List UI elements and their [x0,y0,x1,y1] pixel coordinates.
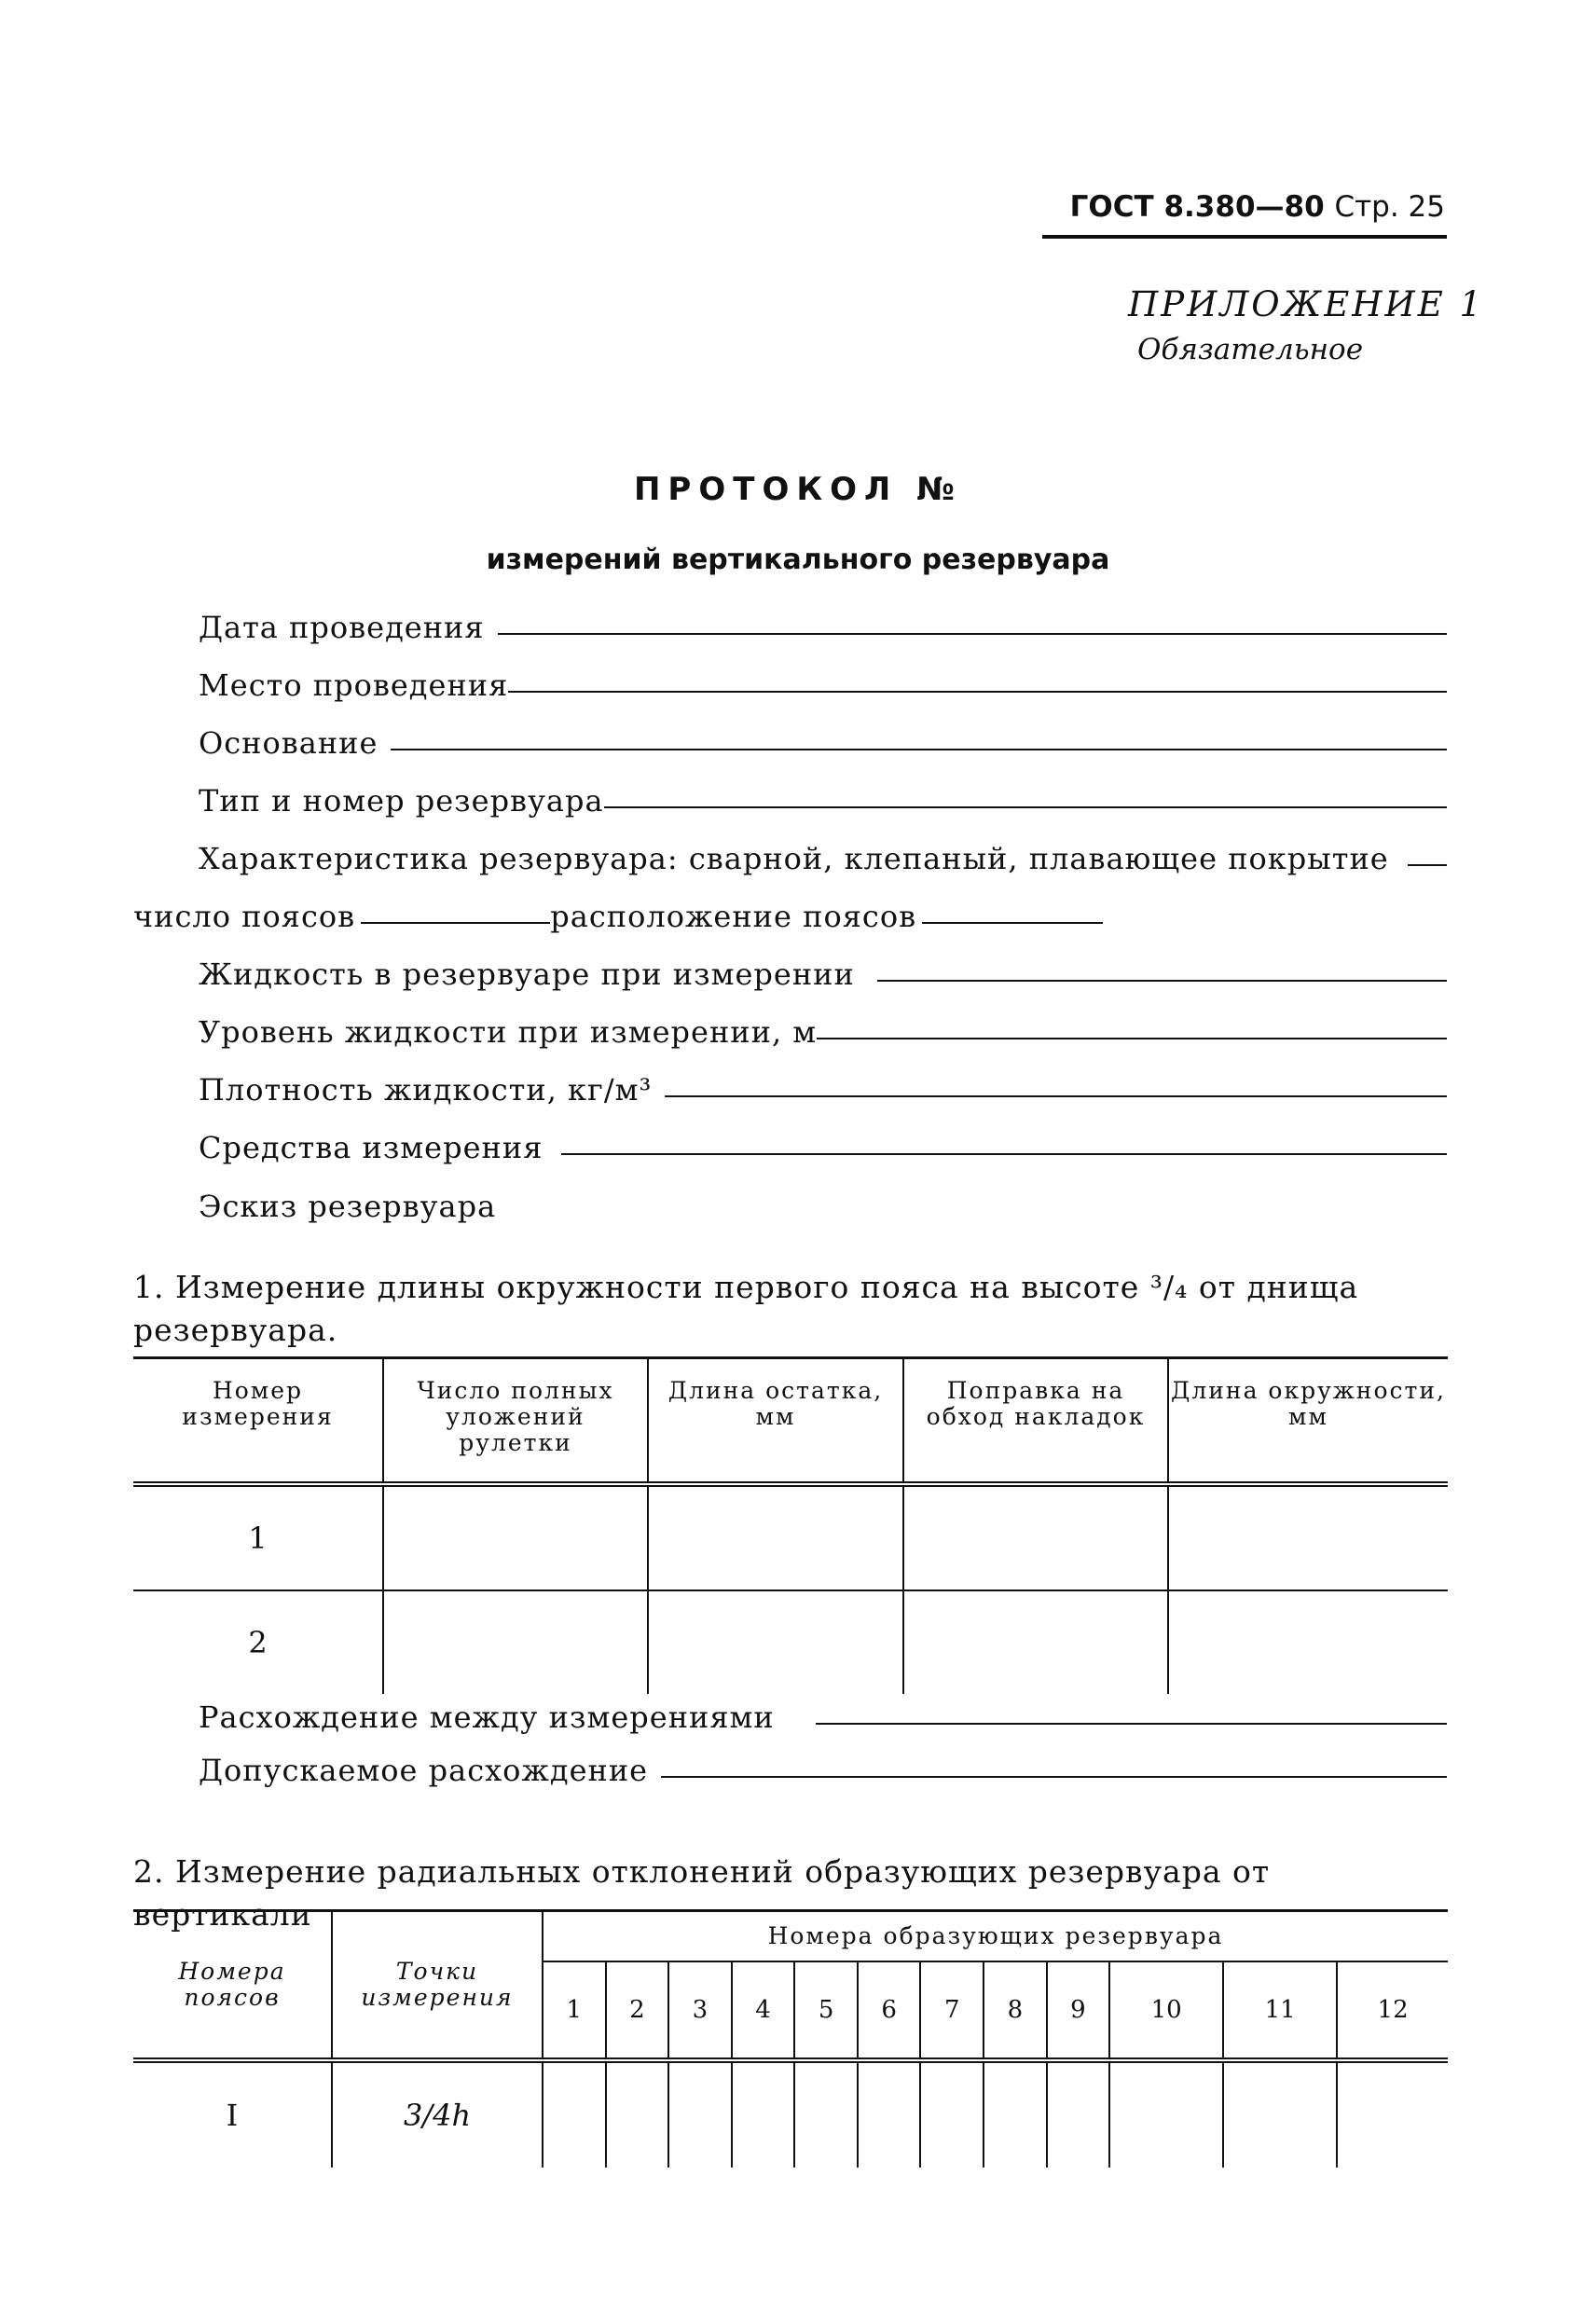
appendix-note: Обязательное [1137,333,1364,366]
field-belts-arrangement-label: расположение поясов [550,899,917,934]
field-liquid-label: Жидкость в резервуаре при измерении [199,956,855,992]
field-discrepancy-label: Расхождение между измерениями [199,1700,775,1735]
field-date-label: Дата проведения [199,610,485,645]
cell-input[interactable] [794,2060,858,2168]
field-allowed-label: Допускаемое расхождение [199,1753,649,1788]
row-belt: I [226,2098,239,2133]
col-generatrix-9: 9 [1047,1961,1110,2060]
cell-input[interactable] [920,2060,984,2168]
col-generatrix-3: 3 [668,1961,732,2060]
field-basis-label: Основание [199,725,378,761]
field-characteristics[interactable] [199,833,1447,876]
cell-input[interactable] [903,1590,1168,1694]
section2-heading: 2. Измерение радиальных отклонений образующих резервуара от вертикали [133,1853,1271,1933]
col-generatrix-10: 10 [1109,1961,1223,2060]
col-generatrix-1: 1 [543,1961,606,2060]
circumference-table [133,1356,1448,1694]
cell-input[interactable] [648,1590,903,1694]
row-point: 3/4h [332,2060,543,2168]
field-place[interactable] [199,660,1447,703]
cell-input[interactable] [1168,1590,1448,1694]
col-generatrix-2: 2 [606,1961,669,2060]
cell-input[interactable] [984,2060,1047,2168]
col-generatrix-8: 8 [984,1961,1047,2060]
col-points: Точки измерения [332,1911,543,2061]
table-row [133,1484,1448,1590]
col-generatrix-7: 7 [920,1961,984,2060]
appendix-label: ПРИЛОЖЕНИЕ 1 [1128,284,1485,324]
field-place-label: Место проведения [199,667,509,703]
col-circumference: Длина окружности, мм [1168,1358,1448,1485]
col-generatrix-6: 6 [858,1961,921,2060]
row-number: 1 [248,1521,268,1556]
col-generatrix-4: 4 [732,1961,795,2060]
col-generatrix-5: 5 [794,1961,858,2060]
cell-input[interactable] [903,1484,1168,1590]
field-belts[interactable] [133,891,1103,934]
header-rule [1042,235,1447,239]
row-number: 2 [248,1625,268,1660]
col-generatrix-group: Номера образующих резервуара [543,1911,1448,1962]
protocol-title: ПРОТОКОЛ № [633,471,963,508]
col-overlay-correction: Поправка на обход накладок [903,1358,1168,1485]
col-remainder-length: Длина остатка, мм [648,1358,903,1485]
cell-input[interactable] [1047,2060,1110,2168]
field-discrepancy[interactable] [199,1692,1447,1735]
field-date[interactable] [199,602,1447,645]
field-density-label: Плотность жидкости, кг/м³ [199,1072,653,1108]
field-basis[interactable] [199,718,1447,761]
cell-input[interactable] [1223,2060,1337,2168]
table-header-row [133,1911,1448,1962]
field-characteristics-label: Характеристика резервуара: сварной, клепаный, плавающее покрытие [199,841,1389,876]
field-level-label: Уровень жидкости при измерении, м [199,1014,818,1050]
field-liquid[interactable] [199,949,1447,992]
cell-input[interactable] [543,2060,606,2168]
cell-input[interactable] [606,2060,669,2168]
cell-input[interactable] [383,1484,648,1590]
col-belts: Номера поясов [178,1958,286,2011]
deviation-table [133,1909,1448,2168]
field-type[interactable] [199,776,1447,819]
cell-input[interactable] [1337,2060,1448,2168]
field-allowed[interactable] [199,1745,1447,1788]
sketch-label: Эскиз резервуара [199,1189,497,1224]
field-belts-count-label: число поясов [133,899,356,934]
field-instruments-label: Средства измерения [199,1130,543,1165]
table-row [133,1590,1448,1694]
field-instruments[interactable] [199,1122,1447,1165]
table-header-row [133,1358,1448,1485]
document-header [1053,190,1445,233]
field-density[interactable] [199,1065,1447,1108]
cell-input[interactable] [732,2060,795,2168]
page-number: Стр. 25 [1334,190,1445,224]
col-full-layings: Число полных уложений рулетки [383,1358,648,1485]
standard-number: ГОСТ 8.380—80 [1069,190,1325,224]
cell-input[interactable] [858,2060,921,2168]
field-type-label: Тип и номер резервуара [199,783,604,819]
cell-input[interactable] [668,2060,732,2168]
table-row [133,2060,1448,2168]
col-generatrix-12: 12 [1337,1961,1448,2060]
cell-input[interactable] [1168,1484,1448,1590]
protocol-subtitle: измерений вертикального резервуара [486,544,1110,576]
field-level[interactable] [199,1007,1447,1050]
section1-heading: 1. Измерение длины окружности первого пояса на высоте ³/₄ от днища резервуара. [133,1269,1359,1348]
col-generatrix-11: 11 [1223,1961,1337,2060]
cell-input[interactable] [1109,2060,1223,2168]
col-measurement-number: Номер измерения [182,1377,334,1430]
cell-input[interactable] [383,1590,648,1694]
cell-input[interactable] [648,1484,903,1590]
